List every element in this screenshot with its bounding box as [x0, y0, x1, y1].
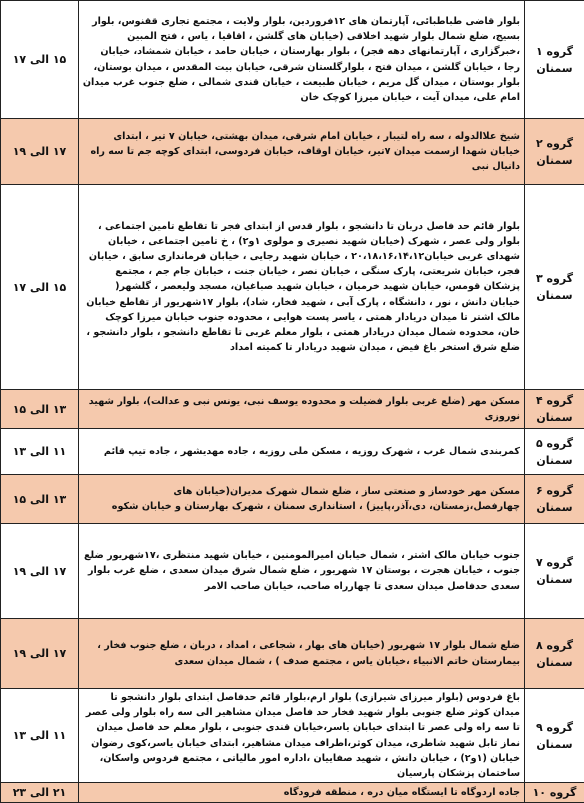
table-row	[1, 475, 584, 524]
group-label: گروه ۲	[525, 135, 584, 152]
group-cell	[525, 524, 584, 619]
table-row	[1, 185, 584, 390]
city-label: سمنان	[525, 409, 584, 426]
area-description-cell: مسکن مهر خودساز و صنعتی ساز ، ضلع شمال شهرک مدیران(خیابان های چهارفصل،زمستان، دی،آذر،پاییز) ، استانداری سمنان ، شهرک بهارستان و خیابان شکوه	[79, 475, 525, 524]
time-cell: ۱۷ الی ۱۹	[1, 119, 79, 185]
group-label: گروه ۸	[525, 637, 584, 654]
time-cell: ۱۵ الی ۱۷	[1, 185, 79, 390]
schedule-body	[1, 1, 584, 803]
table-row	[1, 390, 584, 429]
city-label: سمنان	[525, 499, 584, 516]
area-description-cell: شیخ علاالدوله ، سه راه لتیبار ، خیابان امام شرقی، میدان بهشتی، خیابان ۷ تیر ، ابتدای خیابان شهدا ازسمت میدان ۷تیر، خیابان اوقاف، خیابان فردوسی، ابتدای کوچه جم تا سه راه دانیال نبی	[79, 119, 525, 185]
group-cell	[525, 689, 584, 783]
time-cell: ۱۳ الی ۱۵	[1, 390, 79, 429]
area-description-cell: مسکن مهر (ضلع غربی بلوار فضیلت و محدوده یوسف نبی، یونس نبی و عدالت)، بلوار شهید نوروزی	[79, 390, 525, 429]
group-cell	[525, 619, 584, 689]
city-label: سمنان	[525, 452, 584, 469]
group-cell	[525, 429, 584, 475]
table-row	[1, 689, 584, 783]
city-label: سمنان	[525, 287, 584, 304]
time-cell: ۱۳ الی ۱۵	[1, 475, 79, 524]
group-label: گروه ۳	[525, 270, 584, 287]
group-label: گروه ۴	[525, 392, 584, 409]
group-cell	[525, 1, 584, 119]
table-row	[1, 524, 584, 619]
area-description-cell: ضلع شمال بلوار ۱۷ شهریور (خیابان های بهار ، شجاعی ، امداد ، دربان ، ضلع جنوب فخار ، بیمارستان خاتم الانبیاء ،خیابان یاس ، مجتمع صدف ) ، شمال میدان سعدی	[79, 619, 525, 689]
time-cell: ۱۵ الی ۱۷	[1, 1, 79, 119]
group-label: گروه ۶	[525, 482, 584, 499]
table-row	[1, 429, 584, 475]
city-label: سمنان	[525, 152, 584, 169]
area-description-cell: جنوب خیابان مالک اشتر ، شمال خیابان امیرالمومنین ، خیابان شهید منتظری ،۱۷شهریور ضلع جنوب ، خیابان هجرت ، بوستان ۱۷ شهریور ، ضلع شمال شرق میدان سعدی ، ضلع غرب بلوار سعدی حدفاصل میدان سعدی تا چهارراه صاحب، خیابان صاحب الامر	[79, 524, 525, 619]
city-label: سمنان	[525, 736, 584, 753]
time-cell: ۱۷ الی ۱۹	[1, 619, 79, 689]
group-cell	[525, 475, 584, 524]
time-cell: ۱۷ الی ۱۹	[1, 524, 79, 619]
table-row	[1, 119, 584, 185]
group-label: گروه ۷	[525, 554, 584, 571]
time-cell: ۱۱ الی ۱۳	[1, 429, 79, 475]
area-description-cell: بلوار قائم حد فاصل دربان تا دانشجو ، بلوار قدس از ابتدای فجر تا تقاطع تامین اجتماعی ، بلوار ولی عصر ، شهرک (خیابان شهید نصیری و مولوی ۱و۲) ، خ تامین اجتماعی ، خیابان شهدای غربی خیابان۲۰،۱۸،۱۶،۱۴،۱۲ ، خیابان شهید رجایی ، خیابان فرمانداری سابق ، خیابان فجر، خیابان شریعتی، پارک سنگی ، خیابان نصر ، خیابان جنت ، خیابان جام جم ، مجتمع پزشکان قومس، خیابان شهید خرمیان ، خیابان شهید صباغیان، مسجد ولیعصر ، گلشهر( خیابان دانش ، نور ، دانشگاه ، پارک آبی ، شهید فخار، شاد)، بلوار ۱۷شهریور از تقاطع خیابان مالک اشتر تا میدان دریادار همتی ، یاسر پست هوایی ، محدوده جنوب خیابان میرزا کوچک خان، محدوده شمال میدان دریادار همتی ، بلوار معلم غربی تا تقاطع دانشجو ، بلوار دانشجو ، ضلع شرق استخر باغ فیض ، میدان شهید دریادار تا کمیته امداد	[79, 185, 525, 390]
area-description-cell: باغ فردوس (بلوار میرزای شیرازی) بلوار ارم،بلوار قائم حدفاصل ابتدای بلوار دانشجو تا میدان کوثر ضلع جنوبی بلوار شهید فخار حد فاصل میدان مشاهیر الی سه راه بلوار ولی عصر تا سه راه ولی عصر تا ابتدای خیابان یاسر،خیابان قندی جنوبی ، بلوار معلم حد فاصل میدان نماز تابل شهید شاطری، میدان کوثر،اطراف میدان مشاهیر، ابتدای خیابان یاسر،کوی رضوان خیابان (۱و۲) ، خیابان دانش ، شهید صفاییان ،اداره امور مالیاتی ، مجتمع فردوس واسکان، ساختمان پزشکان پارسیان	[79, 689, 525, 783]
group-label: گروه ۵	[525, 435, 584, 452]
time-cell: ۲۱ الی ۲۳	[1, 783, 79, 803]
city-label: سمنان	[525, 571, 584, 588]
table-row	[1, 619, 584, 689]
area-description-cell: جاده اردوگاه تا ایستگاه میان دره ، منطقه فرودگاه	[79, 783, 525, 803]
group-cell	[525, 185, 584, 390]
group-label: گروه ۹	[525, 719, 584, 736]
table-row	[1, 1, 584, 119]
area-description-cell: کمربندی شمال غرب ، شهرک روزیه ، مسکن ملی روزیه ، جاده مهدیشهر ، جاده تیپ قائم	[79, 429, 525, 475]
group-cell	[525, 119, 584, 185]
city-label: سمنان	[525, 60, 584, 77]
city-label: سمنان	[525, 654, 584, 671]
time-cell: ۱۱ الی ۱۳	[1, 689, 79, 783]
group-cell	[525, 390, 584, 429]
group-label: گروه ۱۰	[525, 784, 584, 801]
group-label: گروه ۱	[525, 43, 584, 60]
area-description-cell: بلوار قاضی طباطبائی، آپارتمان های ۱۲فروردین، بلوار ولایت ، مجتمع تجاری ققنوس، بلوار بسیج، ضلع شمال بلوار شهید اخلاقی (خیابان های گلشن ، اقاقیا ، یاس ، فتح المبین ،خبرگزاری ، آپارتمانهای دهه فجر) ، بلوار بهارستان ، خیابان حامد ، خیابان شمشاد، خیابان رجا ، خیابان گلشن ، میدان فتح ، بلوارگلستان شرقی، خیابان بیت المقدس ، میدان بوستان، بلوار بوستان ، میدان گل مریم ، خیابان طبیعت ، خیابان قندی شمالی ، ضلع جنوب غرب میدان امام علی، میدان آیت ، خیابان میرزا کوچک خان	[79, 1, 525, 119]
